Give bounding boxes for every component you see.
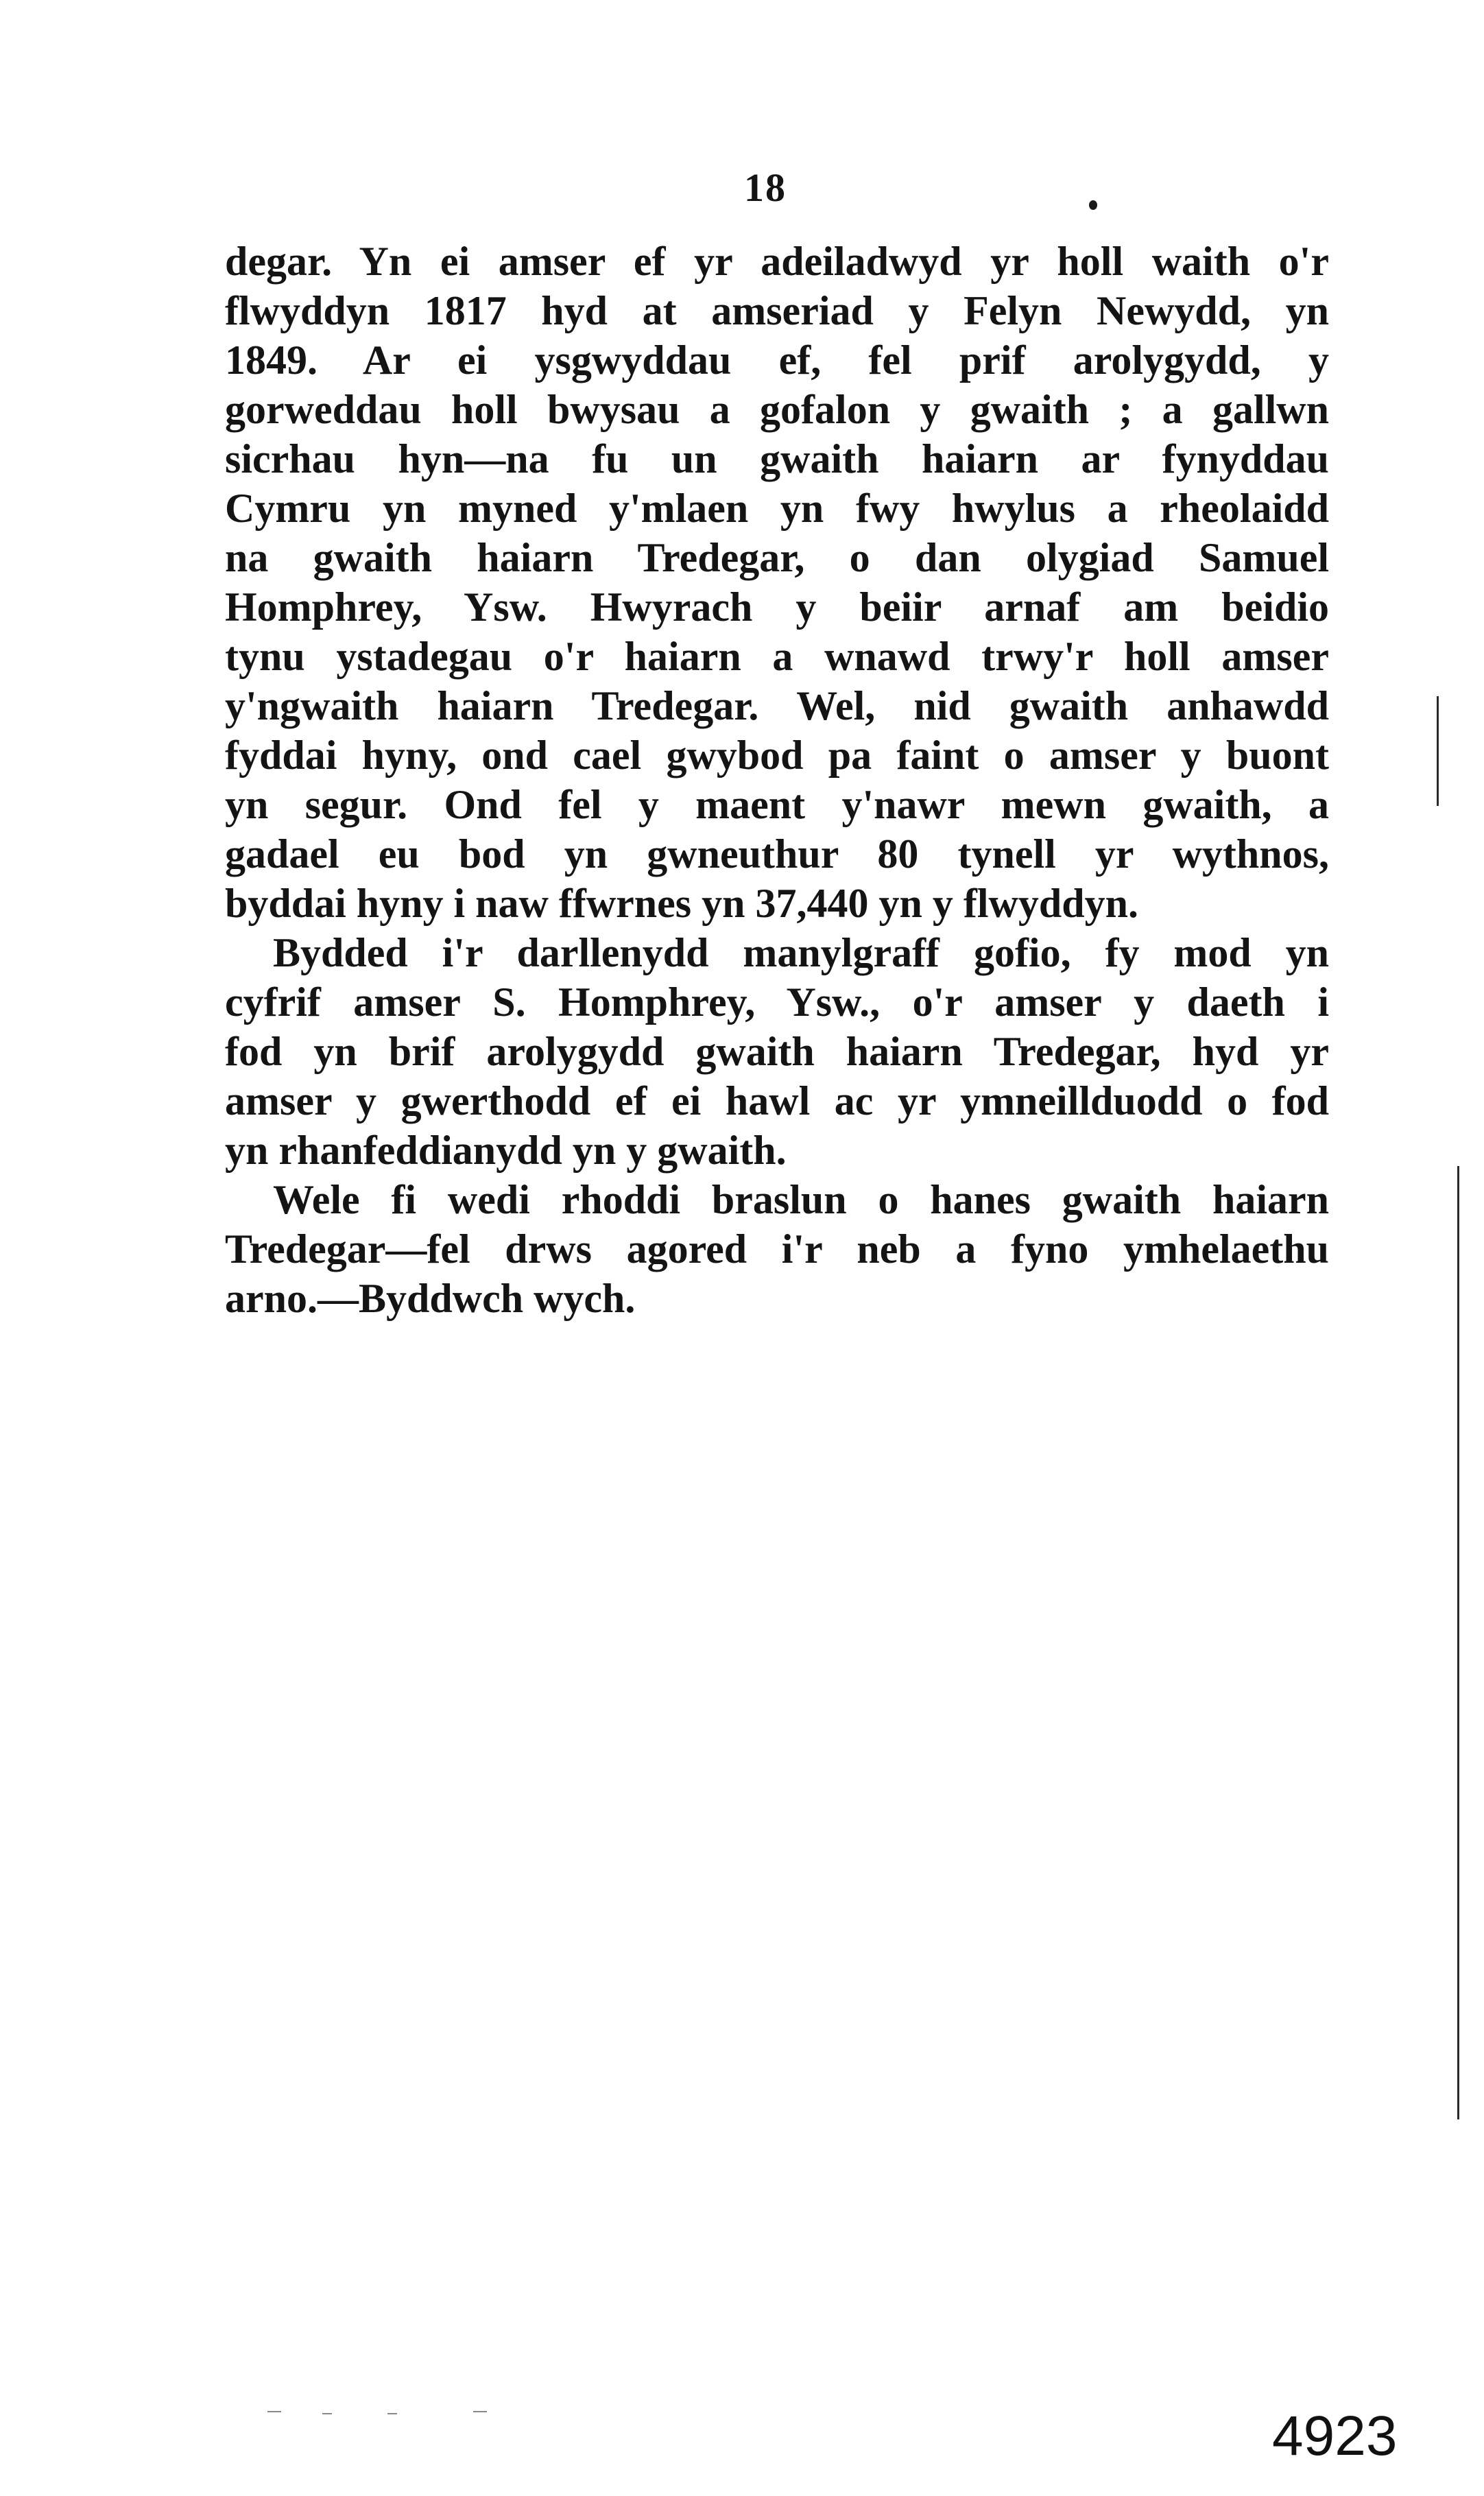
text-line: Homphrey, Ysw. Hwyrach y beiir arnaf am beidio	[225, 584, 1329, 630]
text-line: byddai hyny i naw ffwrnes yn 37,440 yn y flwyddyn.	[225, 881, 1138, 926]
text-line: yn segur. Ond fel y maent y'nawr mewn gwaith, a	[225, 782, 1329, 827]
body-text	[225, 237, 1329, 1323]
text-line: flwyddyn 1817 hyd at amseriad y Felyn Newydd, yn	[225, 288, 1329, 333]
scan-speck	[387, 2413, 397, 2414]
text-line: Wele fi wedi rhoddi braslun o hanes gwaith haiarn	[273, 1177, 1329, 1222]
text-line: sicrhau hyn—na fu un gwaith haiarn ar fynyddau	[225, 436, 1329, 482]
text-line: Bydded i'r darllenydd manylgraff gofio, fy mod yn	[273, 930, 1329, 975]
text-line: degar. Yn ei amser ef yr adeiladwyd yr holl waith o'r	[225, 239, 1329, 284]
catalog-number: 4923	[1272, 2405, 1398, 2467]
scan-speck	[267, 2411, 281, 2412]
margin-rule	[1457, 1166, 1459, 2119]
text-line: fyddai hyny, ond cael gwybod pa faint o amser y buont	[225, 733, 1329, 778]
text-line: fod yn brif arolygydd gwaith haiarn Tredegar, hyd yr	[225, 1029, 1329, 1074]
text-line: arno.—Byddwch wych.	[225, 1276, 636, 1321]
text-line: y'ngwaith haiarn Tredegar. Wel, nid gwaith anhawdd	[225, 683, 1329, 728]
text-line: cyfrif amser S. Homphrey, Ysw., o'r amser y daeth i	[225, 979, 1329, 1025]
ink-dot	[1089, 200, 1097, 210]
margin-rule	[1437, 696, 1439, 806]
text-line: 1849. Ar ei ysgwyddau ef, fel prif arolygydd, y	[225, 337, 1329, 383]
scan-speck	[322, 2413, 332, 2414]
page-number: 18	[744, 165, 787, 210]
text-line: gorweddau holl bwysau a gofalon y gwaith ; a gallwn	[225, 387, 1329, 432]
text-line: amser y gwerthodd ef ei hawl ac yr ymneillduodd o fod	[225, 1078, 1329, 1124]
text-line: yn rhanfeddianydd yn y gwaith.	[225, 1128, 787, 1173]
text-line: Cymru yn myned y'mlaen yn fwy hwylus a rheolaidd	[225, 486, 1329, 531]
text-line: tynu ystadegau o'r haiarn a wnawd trwy'r holl amser	[225, 634, 1329, 679]
scan-speck	[473, 2411, 487, 2412]
text-line: na gwaith haiarn Tredegar, o dan olygiad Samuel	[225, 535, 1329, 580]
text-line: Tredegar—fel drws agored i'r neb a fyno ymhelaethu	[225, 1226, 1329, 1272]
text-line: gadael eu bod yn gwneuthur 80 tynell yr wythnos,	[225, 831, 1329, 877]
